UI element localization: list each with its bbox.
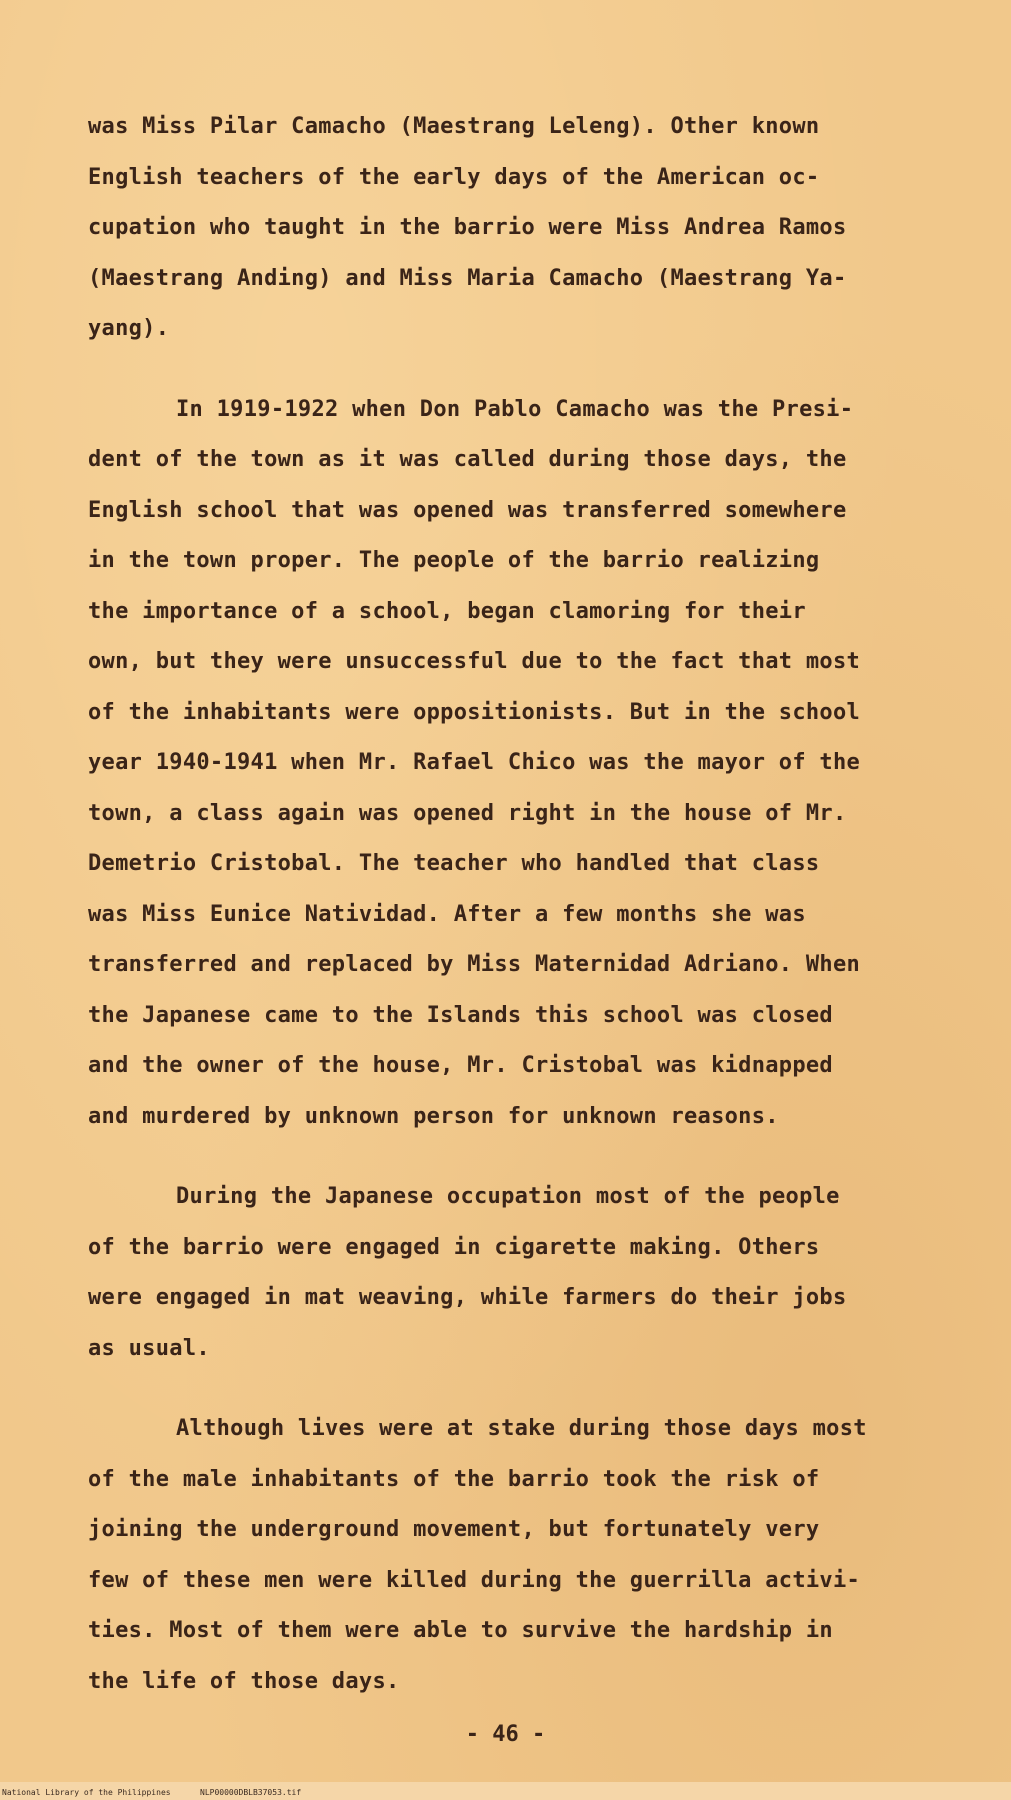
text-line: In 1919-1922 when Don Pablo Camacho was the Presi- [176,396,854,422]
text-line: in the town proper. The people of the barrio realizing [88,548,820,573]
page-number: - 46 - [465,1722,546,1747]
typed-body-text [88,102,968,1737]
text-line: the life of those days. [88,1668,400,1694]
text-line: was Miss Eunice Natividad. After a few months she was [88,901,806,927]
text-line: own, but they were unsuccessful due to the fact that most [88,649,861,674]
paragraph [88,1404,968,1707]
text-line: year 1940-1941 when Mr. Rafael Chico was the mayor of the [88,750,861,775]
paragraph [88,385,968,1143]
text-line: English school that was opened was transferred somewhere [88,497,847,523]
text-line: few of these men were killed during the guerrilla activi- [88,1567,861,1593]
text-line: English teachers of the early days of the American oc- [88,164,820,190]
text-line: of the male inhabitants of the barrio took the risk of [88,1466,820,1492]
file-id: NLP00000DBLB37053.tif [200,1788,302,1797]
text-line: were engaged in mat weaving, while farmers do their jobs [88,1285,847,1310]
text-line: of the barrio were engaged in cigarette making. Others [88,1234,820,1260]
text-line: yang). [88,316,170,341]
library-credit: National Library of the Philippines [2,1788,171,1797]
text-line: dent of the town as it was called during those days, the [88,447,847,472]
paragraph [88,102,968,355]
text-line: the importance of a school, began clamoring for their [88,598,806,624]
paragraph [88,1172,968,1374]
text-line: cupation who taught in the barrio were Miss Andrea Ramos [88,215,847,240]
text-line: town, a class again was opened right in the house of Mr. [88,800,847,826]
text-line: the Japanese came to the Islands this school was closed [88,1002,833,1028]
text-line: and murdered by unknown person for unknown reasons. [88,1103,779,1129]
text-line: During the Japanese occupation most of the people [176,1184,840,1209]
text-line: ties. Most of them were able to survive the hardship in [88,1618,833,1643]
text-line: was Miss Pilar Camacho (Maestrang Leleng). Other known [88,114,820,139]
text-line: joining the underground movement, but fortunately very [88,1517,820,1542]
text-line: transferred and replaced by Miss Maternidad Adriano. When [88,952,861,977]
scan-footer [0,1782,1011,1800]
text-line: Demetrio Cristobal. The teacher who handled that class [88,851,820,876]
text-line: (Maestrang Anding) and Miss Maria Camacho (Maestrang Ya- [88,265,847,291]
text-line: as usual. [88,1335,210,1361]
text-line: Although lives were at stake during those days most [176,1416,867,1441]
text-line: and the owner of the house, Mr. Cristobal was kidnapped [88,1053,833,1078]
text-line: of the inhabitants were oppositionists. But in the school [88,699,861,725]
